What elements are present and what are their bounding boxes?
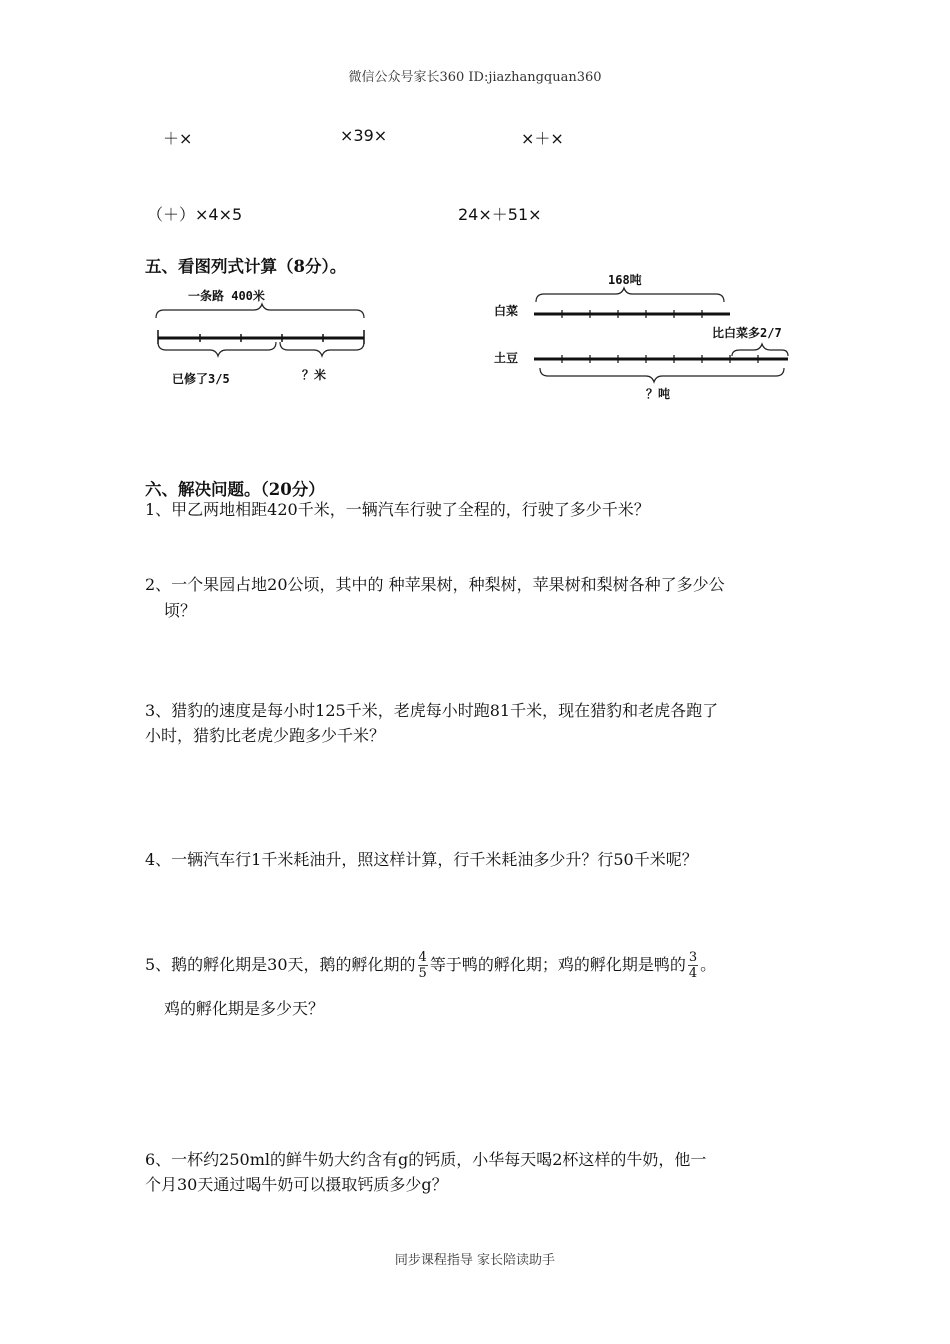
built-label: 已修了3/5 (172, 372, 230, 386)
cabbage-amount-label: 168吨 (608, 273, 642, 287)
extra-label: 比白菜多2/7 (712, 326, 782, 340)
top-brace (156, 304, 364, 318)
page-footer: 同步课程指导 家长陪读助手 (394, 1253, 556, 1268)
question-1: 1、甲乙两地相距420千米，一辆汽车行驶了全程的，行驶了多少千米？ (145, 500, 650, 519)
calc-expression: ×＋× (521, 129, 564, 148)
section-title: 五、看图列式计算（8分）。 (145, 257, 347, 276)
question-2-line2: 顷？ (164, 601, 197, 620)
fraction-numerator: 4 (418, 950, 427, 965)
question-4: 4、一辆汽车行1千米耗油升，照这样计算，行千米耗油多少升？行50千米呢？ (145, 850, 698, 869)
cabbage-label: 白菜 (494, 304, 519, 318)
cabbage-brace (536, 288, 724, 302)
fraction-numerator: 3 (688, 950, 698, 965)
question-3-line1: 3、猎豹的速度是每小时125千米，老虎每小时跑81千米，现在猎豹和老虎各跑了 (145, 701, 719, 720)
extra-brace (732, 344, 788, 356)
vegetable-diagram (490, 270, 810, 410)
road-total-label: 一条路 400米 (188, 289, 265, 303)
remaining-label: ？米 (302, 368, 327, 382)
fraction (418, 950, 428, 981)
question-6-line1: 6、一杯约250ml的鲜牛奶大约含有g的钙质，小华每天喝2杯这样的牛奶，他一 (145, 1150, 707, 1169)
question-5-text: 。 (700, 955, 717, 974)
calc-expression: （＋）×4×5 (147, 205, 243, 224)
section-title: 六、解决问题。（20分） (145, 480, 325, 499)
question-5-line2: 鸡的孵化期是多少天？ (164, 999, 325, 1018)
question-2-line1: 2、一个果园占地20公顷，其中的 种苹果树，种梨树，苹果树和梨树各种了多少公 (145, 575, 725, 594)
calc-expression: ×39× (340, 126, 388, 145)
question-5-text: 等于鸭的孵化期；鸡的孵化期是鸭的 (429, 955, 686, 974)
built-brace (158, 342, 276, 356)
fraction-denominator: 4 (688, 966, 698, 981)
question-5-line1 (145, 950, 716, 981)
calc-expression: ＋× (163, 129, 193, 148)
question-6-line2: 个月30天通过喝牛奶可以摄取钙质多少g？ (145, 1175, 448, 1194)
page-header: 微信公众号家长360 ID:jiazhangquan360 (348, 70, 602, 85)
remaining-brace (280, 342, 364, 356)
question-5-text: 5、鹅的孵化期是30天，鹅的孵化期的 (145, 955, 416, 974)
potato-label: 土豆 (494, 351, 519, 365)
calc-expression: 24×＋51× (458, 205, 542, 224)
question-3-line2: 小时，猎豹比老虎少跑多少千米？ (145, 726, 386, 745)
fraction (688, 950, 698, 981)
fraction-denominator: 5 (418, 966, 427, 981)
potato-brace (540, 368, 784, 382)
road-diagram (150, 282, 380, 392)
potato-amount-label: ？吨 (646, 387, 671, 401)
